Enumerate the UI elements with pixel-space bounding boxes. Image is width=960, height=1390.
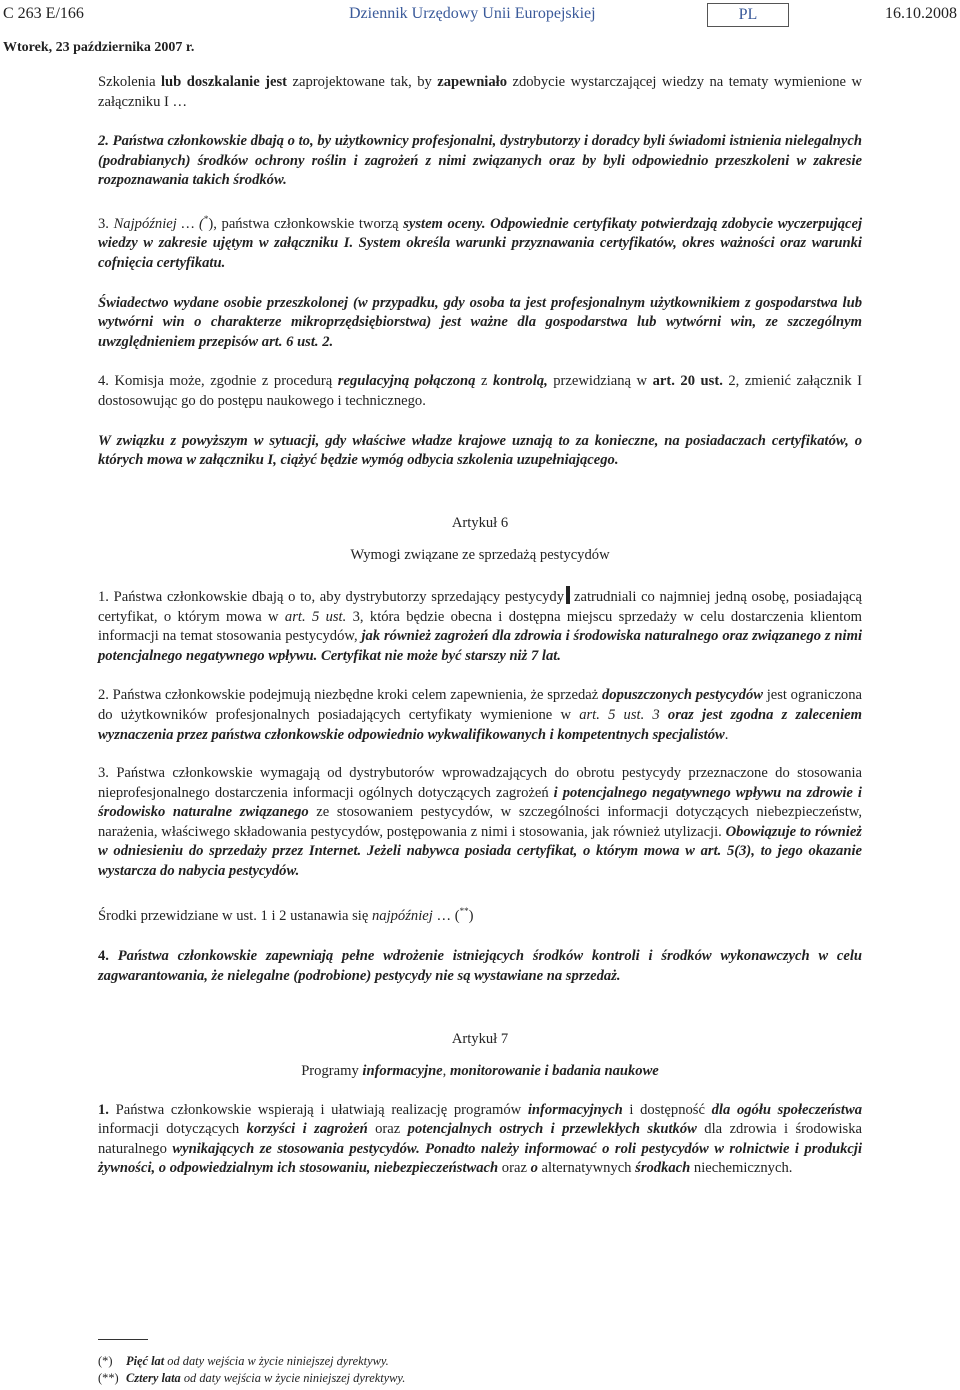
- article-6-paragraph-2: 2. Państwa członkowskie podejmują niezbędne kroki celem zapewnienia, że sprzedaż dopuszczonych pestycydów jest ograniczona do użytkowników profesjonalnych posiadających certyfikaty wymienione w art. 5 ust. 3 oraz jest zgodna z zaleceniem wyznaczenia przez państwa członkowskie odpowiednio wykwalifikowanych i kompetentnych specjalistów.: [98, 687, 862, 743]
- paragraph-4: 4. Komisja może, zgodnie z procedurą regulacyjną połączoną z kontrolą, przewidzianą w art. 20 ust. 2, zmienić załącznik I dostosowując go do postępu naukowego i technicznego.: [98, 373, 862, 409]
- article-7-title: Artykuł 7: [451, 1031, 509, 1048]
- article-6-paragraph-1: 1. Państwa członkowskie dbają o to, aby dystrybutorzy sprzedający pestycydy zatrudniali co najmniej jedną osobę, posiadającą certyfikat, o którym mowa w art. 5 ust. 3, która będzie obecna i dostępna miejscu sprzedaży w celu dostarczenia klientom informacji na temat stosowania pestycydów, jak również zagrożeń dla zdrowia i środowiska naturalnego oraz związanego z nimi potencjalnego negatywnego wpływu. Certyfikat nie może być starszy niż 7 lat.: [98, 586, 862, 666]
- footnote-separator: [98, 1339, 148, 1340]
- article-6-paragraph-3: 3. Państwa członkowskie wymagają od dystrybutorów wprowadzających do obrotu pestycydy przeznaczone do stosowania nieprofesjonalnego dostarczenia informacji ogólnych dotyczących zagrożeń i potencjalnego negatywnego wpływu na zdrowie i środowisko naturalne związanego ze stosowaniem pestycydów, w szczególności informacji dotyczących niebezpieczeństw, narażenia, właściwego składowania pestycydów, postępowania z nimi i stosowania, jak również utylizacji. Obowiązuje to również w odniesieniu do sprzedaży przez Internet. Jeżeli nabywca posiada certyfikat, o którym mowa w art. 5(3), to jego okazanie wystarcza do nabycia pestycydów.: [98, 765, 862, 880]
- journal-title: Dziennik Urzędowy Unii Europejskiej: [349, 5, 596, 22]
- article-6-paragraph-4: 4. Państwa członkowskie zapewniają pełne wdrożenie istniejących środków kontroli i środków wykonawczych w celu zagwarantowania, że nielegalne (podrobione) pestycydy nie są wystawiane na sprzedaż.: [98, 948, 863, 984]
- paragraph-intro: Szkolenia lub doszkalanie jest zaprojektowane tak, by zapewniało zdobycie wystarczającej wiedzy na tematy wymienione w załączniku I …: [98, 74, 862, 110]
- paragraph-2: 2. Państwa członkowskie dbają o to, by użytkownicy profesjonalni, dystrybutorzy i doradcy byli świadomi istnienia nielegalnych (podrabianych) środków ochrony roślin i zagrożeń z nimi związanych oraz by byli odpowiednio przeszkoleni w zakresie rozpoznawania takich środków.: [98, 133, 862, 189]
- paragraph-3: 3. Najpóźniej … (*), państwa członkowskie tworzą system oceny. Odpowiednie certyfikaty potwierdzają zdobycie wyczerpującej wiedzy w zakresie ujętym w załączniku I. System określa warunki przyznawania certyfikatów, okres ważności oraz warunki cofnięcia certyfikatu.: [98, 213, 863, 272]
- paragraph-w-zwiazku: W związku z powyższym w sytuacji, gdy właściwe władze krajowe uznają to za konieczne, na posiadaczach certyfikatów, o których mowa w załączniku I, ciążyć będzie wymóg odbycia szkolenia uzupełniającego.: [98, 432, 862, 469]
- article-7-subtitle: Programy informacyjne, monitorowanie i badania naukowe: [301, 1062, 659, 1079]
- session-date: Wtorek, 23 października 2007 r.: [3, 40, 195, 55]
- language-badge: PL: [707, 3, 789, 27]
- publication-date: 16.10.2008: [885, 5, 957, 22]
- page-header: [3, 3, 957, 27]
- footnote-2: (**) Cztery lata od daty wejścia w życie niniejszej dyrektywy.: [98, 1371, 406, 1385]
- document-body: [98, 73, 862, 1179]
- article-6-title: Artykuł 6: [451, 514, 509, 531]
- article-6-srodki: Środki przewidziane w ust. 1 i 2 ustanawia się najpóźniej … (**): [98, 905, 474, 924]
- footnote-1: (*) Pięć lat od daty wejścia w życie niniejszej dyrektywy.: [98, 1354, 389, 1368]
- change-bar: [566, 586, 570, 604]
- article-6-subtitle: Wymogi związane ze sprzedażą pestycydów: [350, 547, 610, 564]
- paragraph-swiadectwo: Świadectwo wydane osobie przeszkolonej (w przypadku, gdy osoba ta jest profesjonalnym użytkownikiem z gospodarstwa lub wytwórni win o charakterze mikroprzędsiębiorstwa) jest ważne dla gospodarstwa lub wytwórni win, ze szczególnym uwzględnieniem przepisów art. 6 ust. 2.: [98, 294, 862, 350]
- article-7-paragraph-1: 1. Państwa członkowskie wspierają i ułatwiają realizację programów informacyjnych i dostępność dla ogółu społeczeństwa informacji dotyczących korzyści i zagrożeń oraz potencjalnych ostrych i przewlekłych skutków dla zdrowia i środowiska naturalnego wynikających ze stosowania pestycydów. Ponadto należy informować o roli pestycydów w rolnictwie i produkcji żywności, o odpowiedzialnym ich stosowaniu, niebezpieczeństwach oraz o alternatywnych środkach niechemicznych.: [98, 1101, 863, 1177]
- page-reference: C 263 E/166: [3, 5, 84, 22]
